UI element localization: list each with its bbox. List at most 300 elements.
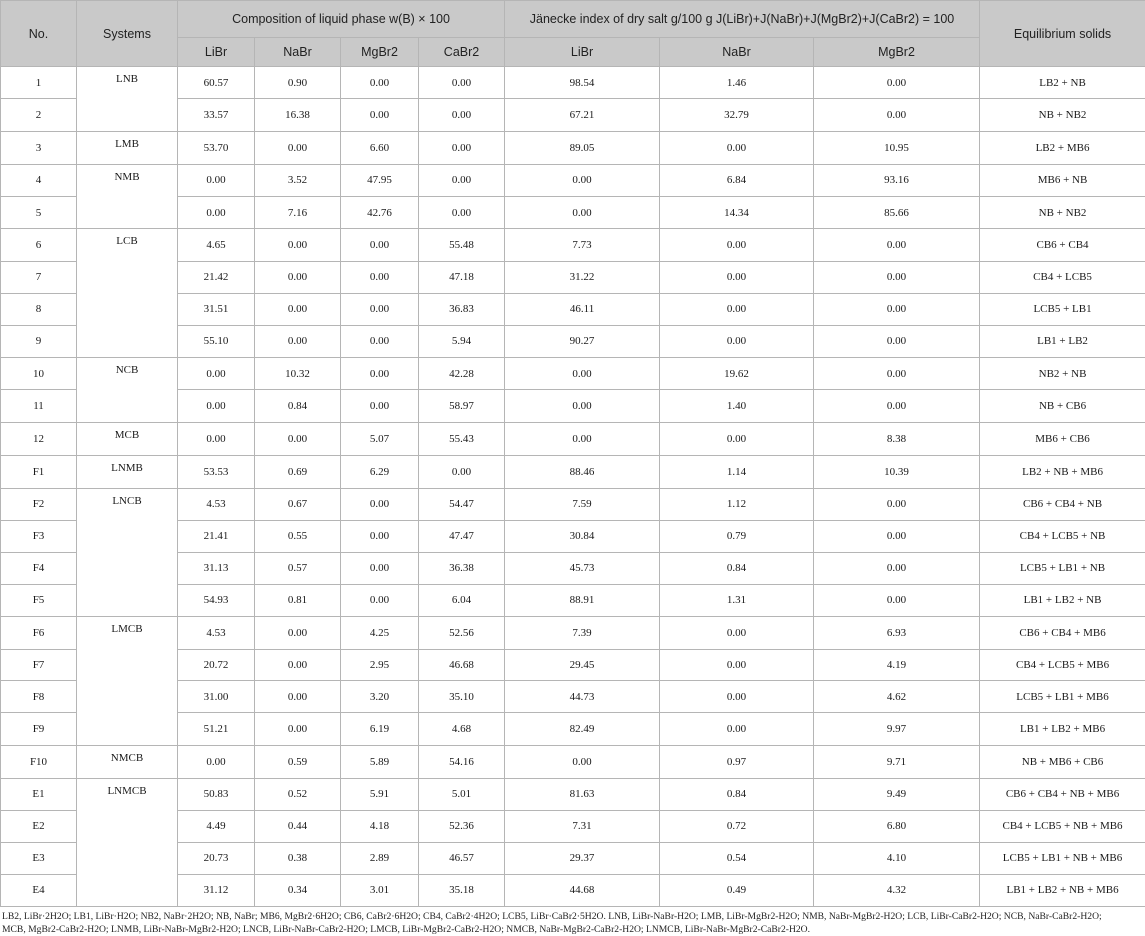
composition-cabr2-cell: 58.97 xyxy=(419,390,505,422)
composition-libr-cell: 31.13 xyxy=(178,552,255,584)
janecke-libr-cell: 81.63 xyxy=(505,778,660,810)
table-row xyxy=(1,358,1145,390)
row-number-cell: 11 xyxy=(1,390,77,422)
janecke-mgbr2-cell: 0.00 xyxy=(814,390,980,422)
composition-nabr-cell: 3.52 xyxy=(255,164,341,196)
composition-libr-cell: 4.49 xyxy=(178,810,255,842)
composition-libr-cell: 21.41 xyxy=(178,520,255,552)
composition-mgbr2-cell: 5.89 xyxy=(341,745,419,778)
equilibrium-solids-cell: CB4 + LCB5 + NB xyxy=(980,520,1145,552)
equilibrium-solids-cell: LB1 + LB2 + MB6 xyxy=(980,713,1145,745)
composition-nabr-cell: 0.34 xyxy=(255,874,341,906)
equilibrium-solids-cell: LB2 + MB6 xyxy=(980,131,1145,164)
header-equilibrium-solids: Equilibrium solids xyxy=(980,1,1145,67)
system-cell xyxy=(77,649,178,681)
composition-mgbr2-cell: 42.76 xyxy=(341,197,419,229)
composition-cabr2-cell: 0.00 xyxy=(419,455,505,488)
row-number-cell: E3 xyxy=(1,842,77,874)
equilibrium-solids-cell: LB2 + NB xyxy=(980,67,1145,99)
composition-cabr2-cell: 0.00 xyxy=(419,99,505,131)
composition-mgbr2-cell: 0.00 xyxy=(341,584,419,616)
composition-libr-cell: 4.53 xyxy=(178,488,255,520)
composition-libr-cell: 60.57 xyxy=(178,67,255,99)
table-row xyxy=(1,713,1145,745)
janecke-libr-cell: 98.54 xyxy=(505,67,660,99)
composition-mgbr2-cell: 2.95 xyxy=(341,649,419,681)
janecke-libr-cell: 44.68 xyxy=(505,874,660,906)
composition-mgbr2-cell: 5.91 xyxy=(341,778,419,810)
equilibrium-solids-cell: NB + CB6 xyxy=(980,390,1145,422)
composition-cabr2-cell: 5.01 xyxy=(419,778,505,810)
janecke-libr-cell: 90.27 xyxy=(505,325,660,357)
composition-libr-cell: 31.12 xyxy=(178,874,255,906)
table-row xyxy=(1,681,1145,713)
janecke-nabr-cell: 14.34 xyxy=(660,197,814,229)
janecke-libr-cell: 44.73 xyxy=(505,681,660,713)
system-cell xyxy=(77,552,178,584)
system-cell: NCB xyxy=(77,358,178,390)
janecke-nabr-cell: 0.00 xyxy=(660,261,814,293)
row-number-cell: 12 xyxy=(1,422,77,455)
composition-cabr2-cell: 4.68 xyxy=(419,713,505,745)
janecke-nabr-cell: 19.62 xyxy=(660,358,814,390)
janecke-mgbr2-cell: 0.00 xyxy=(814,261,980,293)
janecke-mgbr2-cell: 0.00 xyxy=(814,358,980,390)
composition-mgbr2-cell: 3.01 xyxy=(341,874,419,906)
row-number-cell: F8 xyxy=(1,681,77,713)
composition-libr-cell: 31.00 xyxy=(178,681,255,713)
composition-nabr-cell: 0.55 xyxy=(255,520,341,552)
composition-mgbr2-cell: 0.00 xyxy=(341,488,419,520)
composition-cabr2-cell: 55.48 xyxy=(419,229,505,261)
system-cell: NMB xyxy=(77,164,178,196)
janecke-nabr-cell: 0.49 xyxy=(660,874,814,906)
janecke-nabr-cell: 0.00 xyxy=(660,649,814,681)
janecke-mgbr2-cell: 4.10 xyxy=(814,842,980,874)
composition-nabr-cell: 0.00 xyxy=(255,681,341,713)
janecke-libr-cell: 88.46 xyxy=(505,455,660,488)
subheader-janecke-libr: LiBr xyxy=(505,38,660,67)
janecke-mgbr2-cell: 9.71 xyxy=(814,745,980,778)
equilibrium-solids-cell: MB6 + CB6 xyxy=(980,422,1145,455)
janecke-libr-cell: 29.45 xyxy=(505,649,660,681)
composition-cabr2-cell: 0.00 xyxy=(419,164,505,196)
row-number-cell: 1 xyxy=(1,67,77,99)
table-row xyxy=(1,197,1145,229)
table-row xyxy=(1,455,1145,488)
composition-libr-cell: 31.51 xyxy=(178,293,255,325)
system-cell: NMCB xyxy=(77,745,178,778)
composition-nabr-cell: 0.00 xyxy=(255,422,341,455)
row-number-cell: F10 xyxy=(1,745,77,778)
system-cell xyxy=(77,713,178,745)
row-number-cell: 8 xyxy=(1,293,77,325)
janecke-nabr-cell: 1.12 xyxy=(660,488,814,520)
composition-nabr-cell: 0.00 xyxy=(255,131,341,164)
table-row xyxy=(1,520,1145,552)
composition-libr-cell: 4.65 xyxy=(178,229,255,261)
janecke-nabr-cell: 1.14 xyxy=(660,455,814,488)
system-cell: LMCB xyxy=(77,617,178,649)
system-cell: LNCB xyxy=(77,488,178,520)
subheader-composition-libr: LiBr xyxy=(178,38,255,67)
composition-nabr-cell: 16.38 xyxy=(255,99,341,131)
row-number-cell: F3 xyxy=(1,520,77,552)
composition-mgbr2-cell: 0.00 xyxy=(341,358,419,390)
header-composition: Composition of liquid phase w(B) × 100 xyxy=(178,1,505,38)
row-number-cell: F7 xyxy=(1,649,77,681)
composition-libr-cell: 4.53 xyxy=(178,617,255,649)
subheader-janecke-mgbr2: MgBr2 xyxy=(814,38,980,67)
composition-libr-cell: 55.10 xyxy=(178,325,255,357)
janecke-libr-cell: 7.59 xyxy=(505,488,660,520)
equilibrium-solids-cell: MB6 + NB xyxy=(980,164,1145,196)
composition-cabr2-cell: 52.56 xyxy=(419,617,505,649)
janecke-mgbr2-cell: 0.00 xyxy=(814,229,980,261)
composition-nabr-cell: 0.44 xyxy=(255,810,341,842)
janecke-mgbr2-cell: 10.39 xyxy=(814,455,980,488)
row-number-cell: F1 xyxy=(1,455,77,488)
janecke-libr-cell: 0.00 xyxy=(505,197,660,229)
janecke-mgbr2-cell: 4.19 xyxy=(814,649,980,681)
janecke-nabr-cell: 0.00 xyxy=(660,617,814,649)
table-body xyxy=(1,67,1145,907)
row-number-cell: 7 xyxy=(1,261,77,293)
composition-libr-cell: 20.72 xyxy=(178,649,255,681)
row-number-cell: 10 xyxy=(1,358,77,390)
row-number-cell: F4 xyxy=(1,552,77,584)
janecke-nabr-cell: 0.00 xyxy=(660,713,814,745)
janecke-libr-cell: 30.84 xyxy=(505,520,660,552)
composition-nabr-cell: 0.59 xyxy=(255,745,341,778)
composition-cabr2-cell: 36.83 xyxy=(419,293,505,325)
composition-cabr2-cell: 5.94 xyxy=(419,325,505,357)
composition-mgbr2-cell: 6.29 xyxy=(341,455,419,488)
system-cell xyxy=(77,325,178,357)
janecke-mgbr2-cell: 6.93 xyxy=(814,617,980,649)
equilibrium-solids-cell: CB6 + CB4 + MB6 xyxy=(980,617,1145,649)
janecke-nabr-cell: 32.79 xyxy=(660,99,814,131)
system-cell: LNMCB xyxy=(77,778,178,810)
composition-nabr-cell: 0.52 xyxy=(255,778,341,810)
composition-libr-cell: 54.93 xyxy=(178,584,255,616)
composition-cabr2-cell: 55.43 xyxy=(419,422,505,455)
subheader-composition-mgbr2: MgBr2 xyxy=(341,38,419,67)
janecke-libr-cell: 7.39 xyxy=(505,617,660,649)
composition-libr-cell: 20.73 xyxy=(178,842,255,874)
composition-nabr-cell: 0.00 xyxy=(255,325,341,357)
janecke-mgbr2-cell: 4.62 xyxy=(814,681,980,713)
janecke-mgbr2-cell: 10.95 xyxy=(814,131,980,164)
row-number-cell: 5 xyxy=(1,197,77,229)
table-row xyxy=(1,842,1145,874)
janecke-mgbr2-cell: 9.97 xyxy=(814,713,980,745)
composition-nabr-cell: 0.81 xyxy=(255,584,341,616)
janecke-libr-cell: 31.22 xyxy=(505,261,660,293)
equilibrium-solids-cell: NB2 + NB xyxy=(980,358,1145,390)
janecke-mgbr2-cell: 8.38 xyxy=(814,422,980,455)
table-footnote xyxy=(0,907,1145,936)
composition-nabr-cell: 0.69 xyxy=(255,455,341,488)
janecke-mgbr2-cell: 85.66 xyxy=(814,197,980,229)
janecke-nabr-cell: 0.79 xyxy=(660,520,814,552)
composition-mgbr2-cell: 5.07 xyxy=(341,422,419,455)
composition-cabr2-cell: 0.00 xyxy=(419,131,505,164)
table-row xyxy=(1,488,1145,520)
janecke-mgbr2-cell: 0.00 xyxy=(814,99,980,131)
composition-libr-cell: 0.00 xyxy=(178,390,255,422)
janecke-libr-cell: 88.91 xyxy=(505,584,660,616)
system-cell xyxy=(77,810,178,842)
footnote-line-1: LB2, LiBr·2H2O; LB1, LiBr·H2O; NB2, NaBr·2H2O; NB, NaBr; MB6, MgBr2·6H2O; CB6, CaBr2·6H2O; CB4, CaBr2·4H2O; LCB5, LiBr·CaBr2·5H2O. LNB, LiBr-NaBr-H2O; LMB, LiBr-MgBr2-H2O; NMB, NaBr-MgBr2-H2O; LCB, LiBr-CaBr2-H2O; NCB, NaBr-CaBr2-H2O; xyxy=(2,910,1143,923)
composition-mgbr2-cell: 0.00 xyxy=(341,325,419,357)
janecke-libr-cell: 67.21 xyxy=(505,99,660,131)
header-no: No. xyxy=(1,1,77,67)
table-row xyxy=(1,261,1145,293)
equilibrium-solids-cell: CB6 + CB4 xyxy=(980,229,1145,261)
composition-nabr-cell: 0.00 xyxy=(255,713,341,745)
janecke-nabr-cell: 0.00 xyxy=(660,293,814,325)
composition-cabr2-cell: 36.38 xyxy=(419,552,505,584)
row-number-cell: 6 xyxy=(1,229,77,261)
table-row xyxy=(1,229,1145,261)
janecke-mgbr2-cell: 9.49 xyxy=(814,778,980,810)
janecke-libr-cell: 45.73 xyxy=(505,552,660,584)
composition-nabr-cell: 0.00 xyxy=(255,617,341,649)
composition-libr-cell: 33.57 xyxy=(178,99,255,131)
system-cell xyxy=(77,99,178,131)
composition-nabr-cell: 0.90 xyxy=(255,67,341,99)
header-janecke: Jänecke index of dry salt g/100 g J(LiBr)+J(NaBr)+J(MgBr2)+J(CaBr2) = 100 xyxy=(505,1,980,38)
janecke-mgbr2-cell: 0.00 xyxy=(814,552,980,584)
composition-mgbr2-cell: 2.89 xyxy=(341,842,419,874)
row-number-cell: F5 xyxy=(1,584,77,616)
janecke-mgbr2-cell: 0.00 xyxy=(814,67,980,99)
janecke-libr-cell: 0.00 xyxy=(505,390,660,422)
composition-mgbr2-cell: 0.00 xyxy=(341,67,419,99)
composition-nabr-cell: 0.00 xyxy=(255,261,341,293)
composition-libr-cell: 53.70 xyxy=(178,131,255,164)
composition-cabr2-cell: 54.47 xyxy=(419,488,505,520)
table-row xyxy=(1,584,1145,616)
janecke-nabr-cell: 1.46 xyxy=(660,67,814,99)
table-row xyxy=(1,325,1145,357)
equilibrium-solids-cell: LB1 + LB2 xyxy=(980,325,1145,357)
equilibrium-solids-cell: LB1 + LB2 + NB xyxy=(980,584,1145,616)
composition-nabr-cell: 0.00 xyxy=(255,649,341,681)
janecke-mgbr2-cell: 6.80 xyxy=(814,810,980,842)
composition-nabr-cell: 0.67 xyxy=(255,488,341,520)
equilibrium-solids-cell: CB6 + CB4 + NB + MB6 xyxy=(980,778,1145,810)
composition-mgbr2-cell: 0.00 xyxy=(341,261,419,293)
equilibrium-solids-cell: LCB5 + LB1 xyxy=(980,293,1145,325)
janecke-nabr-cell: 0.00 xyxy=(660,422,814,455)
composition-libr-cell: 21.42 xyxy=(178,261,255,293)
table-row xyxy=(1,390,1145,422)
table-row xyxy=(1,874,1145,906)
system-cell: LCB xyxy=(77,229,178,261)
system-cell xyxy=(77,584,178,616)
equilibrium-solids-cell: CB4 + LCB5 xyxy=(980,261,1145,293)
janecke-nabr-cell: 0.97 xyxy=(660,745,814,778)
row-number-cell: 2 xyxy=(1,99,77,131)
janecke-mgbr2-cell: 0.00 xyxy=(814,488,980,520)
row-number-cell: E2 xyxy=(1,810,77,842)
equilibrium-solids-cell: LCB5 + LB1 + MB6 xyxy=(980,681,1145,713)
composition-cabr2-cell: 52.36 xyxy=(419,810,505,842)
subheader-composition-nabr: NaBr xyxy=(255,38,341,67)
composition-mgbr2-cell: 0.00 xyxy=(341,229,419,261)
janecke-nabr-cell: 0.84 xyxy=(660,778,814,810)
equilibrium-solids-cell: LB1 + LB2 + NB + MB6 xyxy=(980,874,1145,906)
row-number-cell: F9 xyxy=(1,713,77,745)
header-systems: Systems xyxy=(77,1,178,67)
composition-libr-cell: 0.00 xyxy=(178,422,255,455)
composition-mgbr2-cell: 6.60 xyxy=(341,131,419,164)
composition-libr-cell: 0.00 xyxy=(178,358,255,390)
janecke-nabr-cell: 0.84 xyxy=(660,552,814,584)
composition-libr-cell: 0.00 xyxy=(178,197,255,229)
row-number-cell: 3 xyxy=(1,131,77,164)
row-number-cell: 4 xyxy=(1,164,77,196)
janecke-libr-cell: 29.37 xyxy=(505,842,660,874)
system-cell xyxy=(77,842,178,874)
composition-mgbr2-cell: 0.00 xyxy=(341,552,419,584)
system-cell xyxy=(77,681,178,713)
composition-mgbr2-cell: 4.25 xyxy=(341,617,419,649)
janecke-nabr-cell: 6.84 xyxy=(660,164,814,196)
janecke-libr-cell: 89.05 xyxy=(505,131,660,164)
composition-mgbr2-cell: 4.18 xyxy=(341,810,419,842)
janecke-mgbr2-cell: 0.00 xyxy=(814,325,980,357)
table-row xyxy=(1,422,1145,455)
system-cell xyxy=(77,293,178,325)
equilibrium-solids-cell: NB + NB2 xyxy=(980,99,1145,131)
composition-nabr-cell: 0.57 xyxy=(255,552,341,584)
system-cell: LNMB xyxy=(77,455,178,488)
janecke-libr-cell: 0.00 xyxy=(505,358,660,390)
table-row xyxy=(1,649,1145,681)
composition-libr-cell: 0.00 xyxy=(178,745,255,778)
janecke-nabr-cell: 0.54 xyxy=(660,842,814,874)
janecke-nabr-cell: 0.00 xyxy=(660,681,814,713)
footnote-line-2: MCB, MgBr2-CaBr2-H2O; LNMB, LiBr-NaBr-MgBr2-H2O; LNCB, LiBr-NaBr-CaBr2-H2O; LMCB, LiBr-MgBr2-CaBr2-H2O; NMCB, NaBr-MgBr2-CaBr2-H2O; LNMCB, LiBr-NaBr-MgBr2-CaBr2-H2O. xyxy=(2,923,1143,936)
janecke-libr-cell: 82.49 xyxy=(505,713,660,745)
composition-cabr2-cell: 35.10 xyxy=(419,681,505,713)
table-row xyxy=(1,552,1145,584)
composition-mgbr2-cell: 0.00 xyxy=(341,99,419,131)
equilibrium-solids-cell: NB + MB6 + CB6 xyxy=(980,745,1145,778)
system-cell xyxy=(77,874,178,906)
composition-nabr-cell: 0.00 xyxy=(255,229,341,261)
system-cell: MCB xyxy=(77,422,178,455)
subheader-janecke-nabr: NaBr xyxy=(660,38,814,67)
row-number-cell: 9 xyxy=(1,325,77,357)
composition-nabr-cell: 0.00 xyxy=(255,293,341,325)
composition-cabr2-cell: 47.47 xyxy=(419,520,505,552)
table-row xyxy=(1,131,1145,164)
row-number-cell: F6 xyxy=(1,617,77,649)
composition-nabr-cell: 10.32 xyxy=(255,358,341,390)
janecke-libr-cell: 0.00 xyxy=(505,422,660,455)
janecke-libr-cell: 7.73 xyxy=(505,229,660,261)
row-number-cell: F2 xyxy=(1,488,77,520)
janecke-mgbr2-cell: 93.16 xyxy=(814,164,980,196)
table-row xyxy=(1,778,1145,810)
composition-libr-cell: 50.83 xyxy=(178,778,255,810)
janecke-mgbr2-cell: 0.00 xyxy=(814,584,980,616)
janecke-libr-cell: 0.00 xyxy=(505,164,660,196)
composition-mgbr2-cell: 47.95 xyxy=(341,164,419,196)
composition-cabr2-cell: 6.04 xyxy=(419,584,505,616)
table-row xyxy=(1,99,1145,131)
table-row xyxy=(1,67,1145,99)
equilibrium-solids-cell: CB6 + CB4 + NB xyxy=(980,488,1145,520)
composition-cabr2-cell: 46.57 xyxy=(419,842,505,874)
composition-cabr2-cell: 42.28 xyxy=(419,358,505,390)
composition-mgbr2-cell: 0.00 xyxy=(341,520,419,552)
system-cell: LNB xyxy=(77,67,178,99)
janecke-nabr-cell: 1.31 xyxy=(660,584,814,616)
composition-cabr2-cell: 35.18 xyxy=(419,874,505,906)
composition-libr-cell: 53.53 xyxy=(178,455,255,488)
janecke-nabr-cell: 0.00 xyxy=(660,131,814,164)
system-cell xyxy=(77,197,178,229)
equilibrium-solids-cell: LCB5 + LB1 + NB xyxy=(980,552,1145,584)
composition-libr-cell: 51.21 xyxy=(178,713,255,745)
system-cell xyxy=(77,520,178,552)
equilibrium-solids-cell: NB + NB2 xyxy=(980,197,1145,229)
janecke-libr-cell: 0.00 xyxy=(505,745,660,778)
table-row xyxy=(1,164,1145,196)
janecke-mgbr2-cell: 0.00 xyxy=(814,520,980,552)
composition-mgbr2-cell: 0.00 xyxy=(341,293,419,325)
composition-mgbr2-cell: 0.00 xyxy=(341,390,419,422)
equilibrium-solids-cell: LB2 + NB + MB6 xyxy=(980,455,1145,488)
composition-nabr-cell: 7.16 xyxy=(255,197,341,229)
composition-cabr2-cell: 54.16 xyxy=(419,745,505,778)
row-number-cell: E4 xyxy=(1,874,77,906)
composition-cabr2-cell: 46.68 xyxy=(419,649,505,681)
system-cell xyxy=(77,390,178,422)
janecke-nabr-cell: 1.40 xyxy=(660,390,814,422)
equilibrium-solids-cell: CB4 + LCB5 + NB + MB6 xyxy=(980,810,1145,842)
equilibrium-solids-cell: LCB5 + LB1 + NB + MB6 xyxy=(980,842,1145,874)
janecke-mgbr2-cell: 0.00 xyxy=(814,293,980,325)
composition-cabr2-cell: 47.18 xyxy=(419,261,505,293)
table-row xyxy=(1,617,1145,649)
subheader-composition-cabr2: CaBr2 xyxy=(419,38,505,67)
janecke-nabr-cell: 0.00 xyxy=(660,229,814,261)
janecke-mgbr2-cell: 4.32 xyxy=(814,874,980,906)
composition-libr-cell: 0.00 xyxy=(178,164,255,196)
table-row xyxy=(1,745,1145,778)
system-cell: LMB xyxy=(77,131,178,164)
composition-mgbr2-cell: 6.19 xyxy=(341,713,419,745)
janecke-nabr-cell: 0.72 xyxy=(660,810,814,842)
composition-cabr2-cell: 0.00 xyxy=(419,197,505,229)
equilibrium-solids-cell: CB4 + LCB5 + MB6 xyxy=(980,649,1145,681)
system-cell xyxy=(77,261,178,293)
janecke-nabr-cell: 0.00 xyxy=(660,325,814,357)
table-row xyxy=(1,293,1145,325)
composition-cabr2-cell: 0.00 xyxy=(419,67,505,99)
composition-mgbr2-cell: 3.20 xyxy=(341,681,419,713)
composition-nabr-cell: 0.38 xyxy=(255,842,341,874)
row-number-cell: E1 xyxy=(1,778,77,810)
janecke-libr-cell: 46.11 xyxy=(505,293,660,325)
janecke-libr-cell: 7.31 xyxy=(505,810,660,842)
